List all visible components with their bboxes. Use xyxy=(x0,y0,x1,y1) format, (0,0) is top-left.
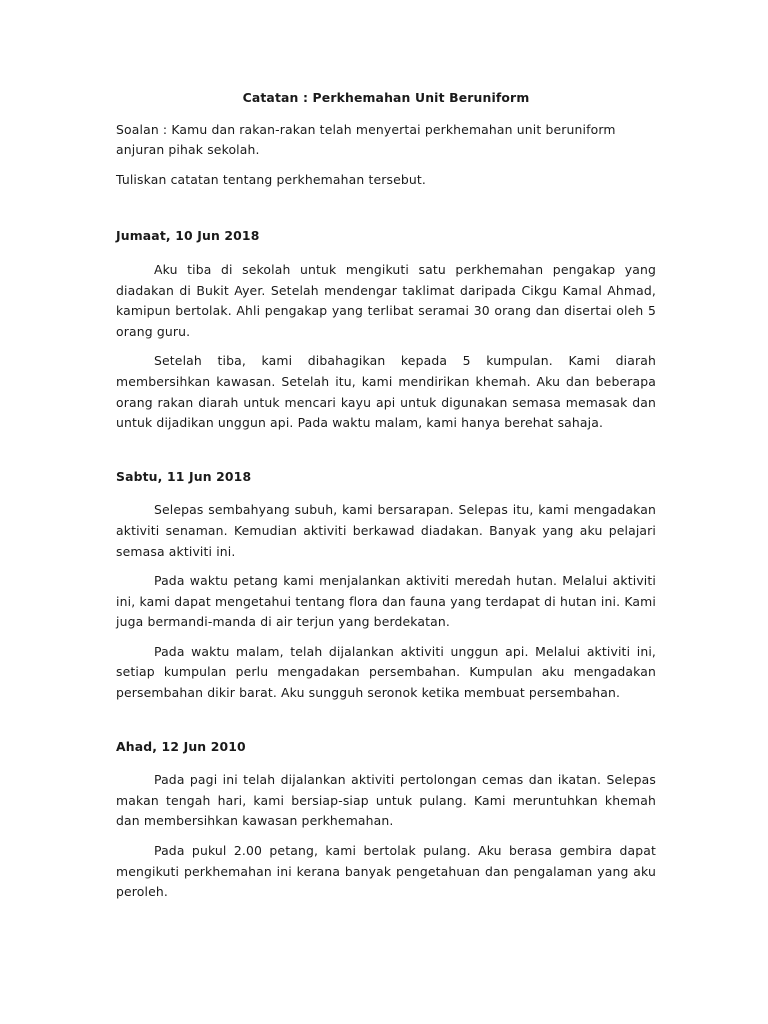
diary-entry xyxy=(116,737,656,903)
entry-paragraph: Selepas sembahyang subuh, kami bersarapan. Selepas itu, kami mengadakan aktiviti senaman. Kemudian aktiviti berkawad diadakan. Banyak yang aku pelajari semasa aktiviti ini. xyxy=(116,502,656,559)
entry-paragraph: Pada waktu petang kami menjalankan aktiviti meredah hutan. Melalui aktiviti ini, kami dapat mengetahui tentang flora dan fauna yang terdapat di hutan ini. Kami juga bermandi-manda di air terjun yang berdekatan. xyxy=(116,573,656,630)
entry-paragraph: Setelah tiba, kami dibahagikan kepada 5 kumpulan. Kami diarah membersihkan kawasan. Setelah itu, kami mendirikan khemah. Aku dan beberapa orang rakan diarah untuk mencari kayu api untuk digunakan semasa memasak dan untuk dijadikan unggun api. Pada waktu malam, kami hanya berehat sahaja. xyxy=(116,353,656,431)
question-text: Soalan : Kamu dan rakan-rakan telah menyertai perkhemahan unit beruniform anjuran pihak sekolah. xyxy=(116,121,616,158)
diary-entry xyxy=(116,467,656,704)
diary-entries xyxy=(116,226,656,902)
entry-paragraph: Aku tiba di sekolah untuk mengikuti satu perkhemahan pengakap yang diadakan di Bukit Ayer. Setelah mendengar taklimat daripada Cikgu Kamal Ahmad, kamipun bertolak. Ahli pengakap yang terlibat seramai 30 orang dan disertai oleh 5 orang guru. xyxy=(116,261,656,339)
diary-entry xyxy=(116,226,656,433)
entry-paragraph: Pada pagi ini telah dijalankan aktiviti pertolongan cemas dan ikatan. Selepas makan tengah hari, kami bersiap-siap untuk pulang. Kami meruntuhkan khemah dan membersihkan kawasan perkhemahan. xyxy=(116,772,656,829)
entry-date: Sabtu, 11 Jun 2018 xyxy=(116,468,252,484)
entry-date: Jumaat, 10 Jun 2018 xyxy=(116,228,260,244)
document-title: Catatan : Perkhemahan Unit Beruniform xyxy=(242,90,530,105)
instruction-text: Tuliskan catatan tentang perkhemahan tersebut. xyxy=(116,171,426,187)
entry-paragraph: Pada waktu malam, telah dijalankan aktiviti unggun api. Melalui aktiviti ini, setiap kumpulan perlu mengadakan persembahan. Kumpulan aku mengadakan persembahan dikir barat. Aku sungguh seronok ketika membuat persembahan. xyxy=(116,643,656,701)
entry-paragraph: Pada pukul 2.00 petang, kami bertolak pulang. Aku berasa gembira dapat mengikuti perkhemahan ini kerana banyak pengetahuan dan pengalaman yang aku peroleh. xyxy=(116,843,656,900)
entry-date: Ahad, 12 Jun 2010 xyxy=(116,738,246,754)
